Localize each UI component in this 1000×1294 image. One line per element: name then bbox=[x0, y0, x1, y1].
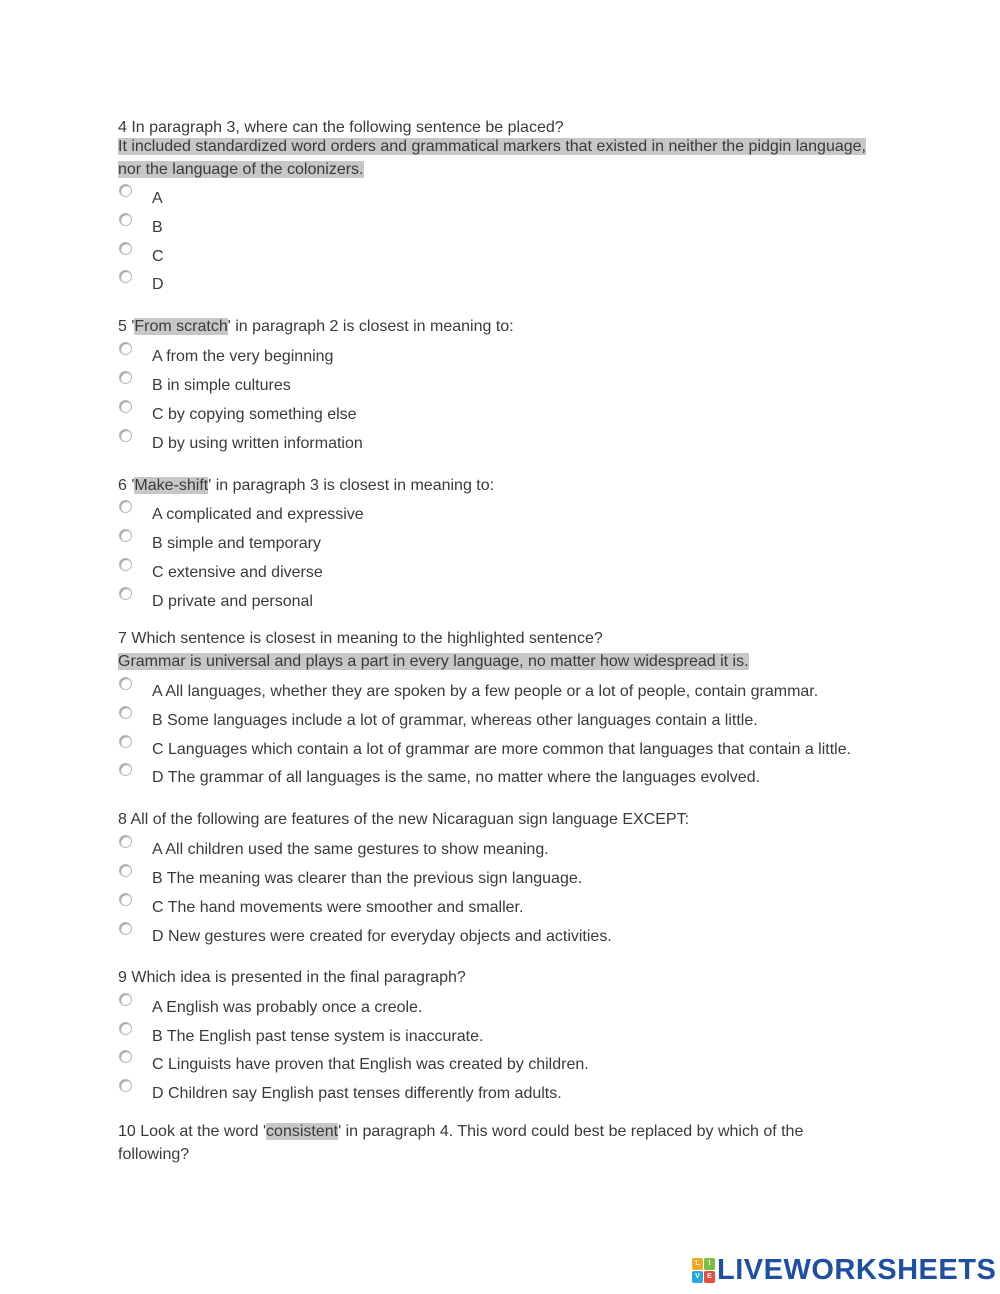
radio-button[interactable] bbox=[119, 213, 132, 226]
q5-option-a[interactable] bbox=[118, 342, 918, 368]
option-label: B The English past tense system is inaccurate. bbox=[152, 1028, 484, 1045]
radio-button[interactable] bbox=[119, 1050, 132, 1063]
q6-stem-prefix: 6 ' bbox=[118, 477, 135, 494]
q7-option-c[interactable] bbox=[118, 735, 918, 761]
radio-button[interactable] bbox=[119, 587, 132, 600]
q6-option-b[interactable] bbox=[118, 529, 918, 555]
radio-button[interactable] bbox=[119, 342, 132, 355]
q5-option-c[interactable] bbox=[118, 400, 918, 426]
radio-button[interactable] bbox=[119, 1022, 132, 1035]
q4-option-d[interactable] bbox=[118, 270, 918, 296]
option-label: B bbox=[152, 219, 163, 236]
q6-stem bbox=[118, 476, 494, 496]
option-label: A bbox=[152, 190, 163, 207]
option-label: A complicated and expressive bbox=[152, 506, 364, 523]
q9-option-d[interactable] bbox=[118, 1079, 918, 1105]
q4-highlight-text: It included standardized word orders and grammatical markers that existed in neither the pidgin language, nor the language of the colonizers. bbox=[118, 138, 866, 178]
q8-option-c[interactable] bbox=[118, 893, 918, 919]
logo-mark-v: V bbox=[692, 1271, 703, 1283]
q6-highlighted-term: Make-shift bbox=[134, 477, 209, 494]
radio-button[interactable] bbox=[119, 763, 132, 776]
q6-option-a[interactable] bbox=[118, 500, 918, 526]
q9-option-c[interactable] bbox=[118, 1050, 918, 1076]
q5-option-d[interactable] bbox=[118, 429, 918, 455]
option-label: A English was probably once a creole. bbox=[152, 999, 423, 1016]
q5-option-b[interactable] bbox=[118, 371, 918, 397]
option-label: C extensive and diverse bbox=[152, 564, 323, 581]
q5-stem-suffix: ' in paragraph 2 is closest in meaning to: bbox=[227, 318, 514, 335]
liveworksheets-logo bbox=[692, 1254, 996, 1286]
q4-highlighted-sentence bbox=[118, 135, 888, 181]
q4-option-c[interactable] bbox=[118, 242, 918, 268]
q5-stem bbox=[118, 317, 514, 337]
option-label: D private and personal bbox=[152, 593, 313, 610]
q9-option-a[interactable] bbox=[118, 993, 918, 1019]
option-label: A All children used the same gestures to show meaning. bbox=[152, 841, 549, 858]
radio-button[interactable] bbox=[119, 529, 132, 542]
radio-button[interactable] bbox=[119, 993, 132, 1006]
option-label: C The hand movements were smoother and smaller. bbox=[152, 899, 524, 916]
radio-button[interactable] bbox=[119, 500, 132, 513]
q7-option-b[interactable] bbox=[118, 706, 918, 732]
q9-option-b[interactable] bbox=[118, 1022, 918, 1048]
option-label: B The meaning was clearer than the previous sign language. bbox=[152, 870, 583, 887]
q6-option-d[interactable] bbox=[118, 587, 918, 613]
radio-button[interactable] bbox=[119, 184, 132, 197]
q4-stem: 4 In paragraph 3, where can the following sentence be placed? bbox=[118, 119, 564, 136]
q8-option-b[interactable] bbox=[118, 864, 918, 890]
option-label: D New gestures were created for everyday objects and activities. bbox=[152, 928, 612, 945]
q5-stem-prefix: 5 ' bbox=[118, 318, 135, 335]
radio-button[interactable] bbox=[119, 400, 132, 413]
option-label: B Some languages include a lot of grammar, whereas other languages contain a little. bbox=[152, 712, 758, 729]
q9-stem: 9 Which idea is presented in the final paragraph? bbox=[118, 969, 466, 986]
option-label: D by using written information bbox=[152, 435, 363, 452]
q4-option-a[interactable] bbox=[118, 184, 918, 210]
q8-stem: 8 All of the following are features of the new Nicaraguan sign language EXCEPT: bbox=[118, 811, 690, 828]
radio-button[interactable] bbox=[119, 1079, 132, 1092]
q7-option-a[interactable] bbox=[118, 677, 918, 703]
radio-button[interactable] bbox=[119, 735, 132, 748]
radio-button[interactable] bbox=[119, 893, 132, 906]
radio-button[interactable] bbox=[119, 864, 132, 877]
radio-button[interactable] bbox=[119, 706, 132, 719]
q7-highlight-text: Grammar is universal and plays a part in every language, no matter how widespread it is. bbox=[118, 653, 749, 670]
radio-button[interactable] bbox=[119, 242, 132, 255]
option-label: C Linguists have proven that English was created by children. bbox=[152, 1056, 589, 1073]
option-label: D bbox=[152, 276, 164, 293]
radio-button[interactable] bbox=[119, 371, 132, 384]
q6-option-c[interactable] bbox=[118, 558, 918, 584]
option-label: C Languages which contain a lot of grammar are more common that languages that contain a little. bbox=[152, 741, 852, 758]
q5-highlighted-term: From scratch bbox=[134, 318, 228, 335]
option-label: C bbox=[152, 248, 164, 265]
logo-mark-i: I bbox=[704, 1258, 715, 1270]
q8-option-a[interactable] bbox=[118, 835, 918, 861]
option-label: B in simple cultures bbox=[152, 377, 291, 394]
logo-mark-e: E bbox=[704, 1271, 715, 1283]
option-label: A from the very beginning bbox=[152, 348, 334, 365]
radio-button[interactable] bbox=[119, 558, 132, 571]
q8-option-d[interactable] bbox=[118, 922, 918, 948]
option-label: D The grammar of all languages is the same, no matter where the languages evolved. bbox=[152, 769, 761, 786]
radio-button[interactable] bbox=[119, 677, 132, 690]
radio-button[interactable] bbox=[119, 429, 132, 442]
q7-stem: 7 Which sentence is closest in meaning to the highlighted sentence? bbox=[118, 630, 603, 647]
q4-option-b[interactable] bbox=[118, 213, 918, 239]
option-label: C by copying something else bbox=[152, 406, 357, 423]
option-label: D Children say English past tenses differently from adults. bbox=[152, 1085, 562, 1102]
radio-button[interactable] bbox=[119, 270, 132, 283]
q10-stem-suffix: ' in paragraph 4. This word could best be replaced by which of the following? bbox=[118, 1123, 804, 1163]
q10-stem bbox=[118, 1120, 838, 1166]
option-label: B simple and temporary bbox=[152, 535, 321, 552]
option-label: A All languages, whether they are spoken by a few people or a lot of people, contain grammar. bbox=[152, 683, 819, 700]
logo-mark-l: L bbox=[692, 1258, 703, 1270]
logo-mark-icon bbox=[692, 1258, 714, 1282]
radio-button[interactable] bbox=[119, 835, 132, 848]
q6-stem-suffix: ' in paragraph 3 is closest in meaning to: bbox=[208, 477, 495, 494]
q7-highlighted-sentence bbox=[118, 650, 888, 673]
q10-highlighted-term: consistent bbox=[266, 1123, 339, 1140]
q10-stem-prefix: 10 Look at the word ' bbox=[118, 1123, 267, 1140]
logo-text: LIVEWORKSHEETS bbox=[717, 1253, 997, 1286]
radio-button[interactable] bbox=[119, 922, 132, 935]
q7-option-d[interactable] bbox=[118, 763, 918, 789]
